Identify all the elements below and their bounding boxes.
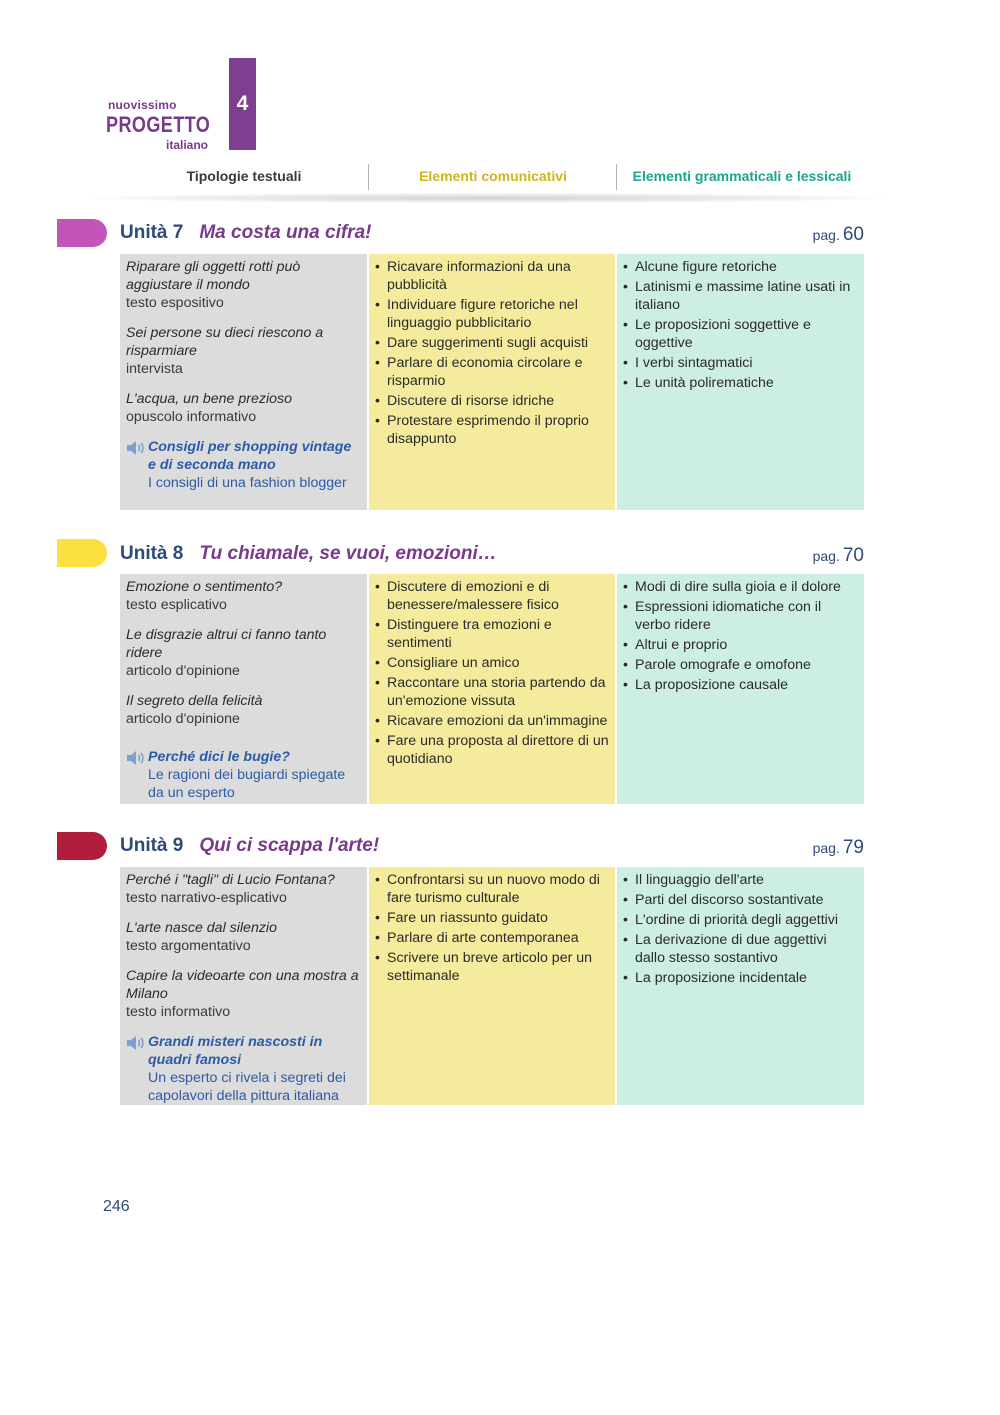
list-item: • La proposizione causale (623, 676, 858, 694)
text-entry (126, 967, 361, 1021)
list-item: • Altrui e proprio (623, 636, 858, 654)
text-title: Riparare gli oggetti rotti può aggiustare il mondo (126, 259, 301, 293)
list-item: • Parti del discorso sostantivate (623, 891, 858, 909)
page-ref-label: pag. (812, 840, 840, 856)
list-item: • Le unità polirematiche (623, 374, 858, 392)
unit-heading (120, 835, 379, 857)
page-ref (813, 224, 864, 246)
logo-line2: PROGETTO (106, 112, 211, 137)
list-item: • Discutere di emozioni e di benessere/malessere fisico (375, 578, 609, 614)
text-kind: testo esplicativo (126, 597, 227, 613)
list-item: • Alcune figure retoriche (623, 258, 858, 276)
list-item: • Protestare esprimendo il proprio disappunto (375, 412, 609, 448)
unit-color-tab (57, 832, 107, 860)
text-kind: testo argomentativo (126, 938, 251, 954)
text-kind: intervista (126, 361, 183, 377)
text-title: L'acqua, un bene prezioso (126, 391, 292, 407)
page-ref-label: pag. (812, 548, 840, 564)
list-item: • Individuare figure retoriche nel linguaggio pubblicitario (375, 296, 609, 332)
list-item: • Raccontare una storia partendo da un'emozione vissuta (375, 674, 609, 710)
list-item: • Consigliare un amico (375, 654, 609, 672)
text-types-column (120, 574, 367, 804)
list-item: • Confrontarsi su un nuovo modo di fare turismo culturale (375, 871, 609, 907)
list-item: • Modi di dire sulla gioia e il dolore (623, 578, 858, 596)
unit-color-tab (57, 539, 107, 567)
unit-number: Unità 8 (120, 543, 184, 564)
list-item: • L'ordine di priorità degli aggettivi (623, 911, 858, 929)
list-item: • Parole omografe e omofone (623, 656, 858, 674)
text-entry (126, 258, 361, 312)
list-item: • Parlare di economia circolare e risparmio (375, 354, 609, 390)
list-item: • Fare una proposta al direttore di un quotidiano (375, 732, 609, 768)
list-item: • Il linguaggio dell'arte (623, 871, 858, 889)
audio-title: Grandi misteri nascosti in quadri famosi (148, 1034, 323, 1068)
text-entry (126, 871, 361, 907)
logo-line1: nuovissimo (108, 98, 177, 112)
audio-description: Le ragioni dei bugiardi spiegate da un esperto (148, 767, 346, 801)
text-title: Capire la videoarte con una mostra a Milano (126, 968, 359, 1002)
text-title: L'arte nasce dal silenzio (126, 920, 277, 936)
communicative-column (369, 574, 615, 804)
audio-title: Perché dici le bugie? (148, 749, 290, 765)
unit-title: Qui ci scappa l'arte! (199, 835, 380, 856)
audio-entry[interactable] (126, 1033, 361, 1105)
unit-title: Tu chiamale, se vuoi, emozioni… (199, 543, 497, 564)
text-title: Le disgrazie altrui ci fanno tanto ridere (126, 627, 327, 661)
list-item: • I verbi sintagmatici (623, 354, 858, 372)
unit-heading (120, 543, 497, 565)
text-kind: articolo d'opinione (126, 663, 240, 679)
text-entry (126, 390, 361, 426)
unit-color-tab (57, 219, 107, 247)
text-entry (126, 919, 361, 955)
text-title: Sei persone su dieci riescono a risparmiare (126, 325, 324, 359)
page-ref-number: 60 (842, 224, 864, 245)
volume-badge: 4 (229, 58, 256, 150)
text-entry (126, 578, 361, 614)
page-ref-number: 70 (842, 545, 864, 566)
audio-entry[interactable] (126, 438, 361, 492)
text-kind: testo informativo (126, 1004, 231, 1020)
list-item: • Scrivere un breve articolo per un settimanale (375, 949, 609, 985)
list-item: • Parlare di arte contemporanea (375, 929, 609, 947)
text-kind: articolo d'opinione (126, 711, 240, 727)
text-types-column (120, 254, 367, 510)
unit-number: Unità 7 (120, 222, 184, 243)
audio-entry[interactable] (126, 748, 361, 802)
list-item: • Ricavare informazioni da una pubblicità (375, 258, 609, 294)
grammar-column (617, 574, 864, 804)
audio-title: Consigli per shopping vintage e di seconda mano (148, 439, 352, 473)
grammar-column (617, 254, 864, 510)
grammar-column (617, 867, 864, 1105)
list-item: • La proposizione incidentale (623, 969, 858, 987)
header-divider (368, 164, 369, 190)
page-ref (813, 545, 864, 567)
list-item: • La derivazione di due aggettivi dallo stesso sostantivo (623, 931, 858, 967)
speaker-icon[interactable] (126, 748, 148, 802)
text-entry (126, 692, 361, 728)
list-item: • Espressioni idiomatiche con il verbo ridere (623, 598, 858, 634)
audio-description: I consigli di una fashion blogger (148, 475, 347, 491)
header-divider (616, 164, 617, 190)
text-entry (126, 626, 361, 680)
text-entry (126, 324, 361, 378)
page-ref-label: pag. (812, 227, 840, 243)
communicative-column (369, 254, 615, 510)
speaker-icon[interactable] (126, 1033, 148, 1105)
list-item: • Dare suggerimenti sugli acquisti (375, 334, 609, 352)
page-number: 246 (103, 1198, 130, 1215)
text-kind: testo espositivo (126, 295, 224, 311)
header-grammar: Elementi grammaticali e lessicali (632, 168, 852, 184)
text-types-column (120, 867, 367, 1105)
unit-number: Unità 9 (120, 835, 184, 856)
series-logo (106, 58, 266, 152)
page-ref (813, 837, 864, 859)
text-title: Il segreto della felicità (126, 693, 263, 709)
speaker-icon[interactable] (126, 438, 148, 492)
list-item: • Latinismi e massime latine usati in italiano (623, 278, 858, 314)
logo-line3: italiano (166, 138, 209, 152)
text-title: Perché i "tagli" di Lucio Fontana? (126, 872, 335, 888)
page-ref-number: 79 (842, 837, 864, 858)
list-item: • Distinguere tra emozioni e sentimenti (375, 616, 609, 652)
unit-title: Ma costa una cifra! (199, 222, 372, 243)
unit-heading (120, 222, 371, 244)
list-item: • Fare un riassunto guidato (375, 909, 609, 927)
list-item: • Le proposizioni soggettive e oggettive (623, 316, 858, 352)
text-title: Emozione o sentimento? (126, 579, 283, 595)
header-shadow (88, 193, 888, 203)
header-text-types: Tipologie testuali (186, 168, 302, 184)
text-kind: opuscolo informativo (126, 409, 257, 425)
communicative-column (369, 867, 615, 1105)
list-item: • Ricavare emozioni da un'immagine (375, 712, 609, 730)
list-item: • Discutere di risorse idriche (375, 392, 609, 410)
audio-description: Un esperto ci rivela i segreti dei capolavori della pittura italiana (148, 1070, 346, 1104)
header-communicative: Elementi comunicativi (419, 168, 567, 184)
text-kind: testo narrativo-esplicativo (126, 890, 287, 906)
